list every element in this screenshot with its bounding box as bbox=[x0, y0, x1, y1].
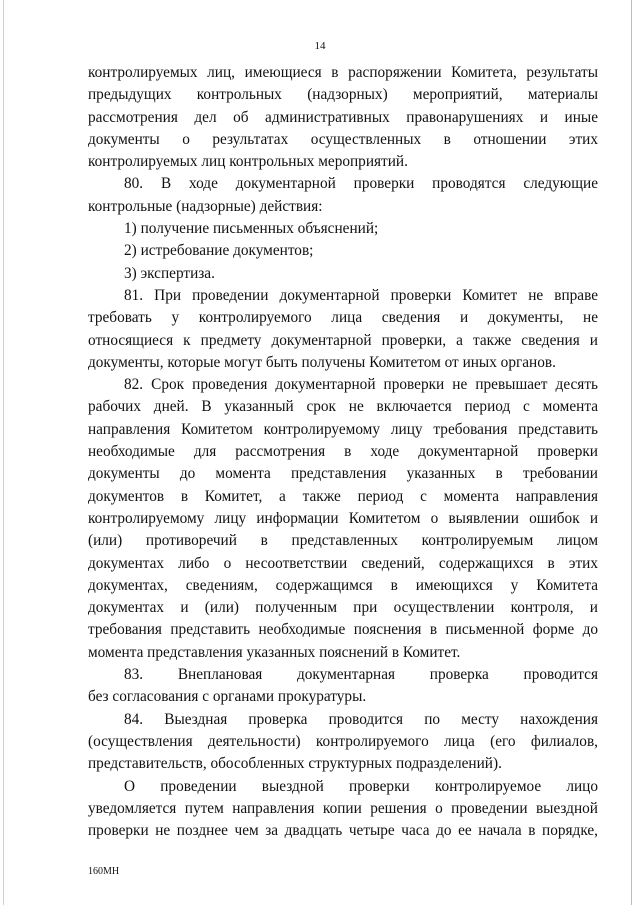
page-number: 14 bbox=[314, 40, 326, 52]
text-line: документах и (или) полученным при осуществлении контроля, и bbox=[88, 599, 598, 617]
text-line: рабочих дней. В указанный срок не включается период с момента bbox=[88, 398, 598, 416]
text-line: уведомляется путем направления копии решения о проведении выездной bbox=[88, 799, 598, 817]
text-line: требования представить необходимые пояснения в письменной форме до bbox=[88, 621, 598, 639]
text-line: проверки не позднее чем за двадцать четыре часа до ее начала в порядке, bbox=[88, 822, 598, 840]
text-line: необходимые для рассмотрения в ходе документарной проверки bbox=[88, 443, 598, 461]
text-line: документах либо о несоответствии сведений, содержащихся в этих bbox=[88, 554, 598, 572]
text-line: предыдущих контрольных (надзорных) мероприятий, материалы bbox=[88, 86, 598, 104]
text-line: 1) получение письменных объяснений; bbox=[124, 220, 379, 238]
document-body bbox=[88, 62, 598, 842]
text-line: документы, которые могут быть получены Комитетом от иных органов. bbox=[88, 353, 556, 371]
scan-edge-right bbox=[631, 0, 632, 905]
text-line: рассмотрения дел об административных правонарушениях и иные bbox=[88, 108, 598, 126]
text-line: 84. Выездная проверка проводится по месту нахождения bbox=[124, 710, 598, 728]
text-line: представительств, обособленных структурных подразделений). bbox=[88, 755, 502, 773]
text-line: (или) противоречий в представленных контролируемым лицом bbox=[88, 532, 598, 550]
text-line: направления Комитетом контролируемому лицу требования представить bbox=[88, 420, 598, 438]
text-line: 81. При проведении документарной проверки Комитет не вправе bbox=[124, 286, 598, 304]
text-line: требовать у контролируемого лица сведения и документы, не bbox=[88, 309, 598, 327]
text-line: контролируемому лицу информации Комитетом о выявлении ошибок и bbox=[88, 509, 598, 527]
text-line: без согласования с органами прокуратуры. bbox=[88, 688, 367, 706]
text-line: контрольные (надзорные) действия: bbox=[88, 197, 323, 215]
text-line: (осуществления деятельности) контролируемого лица (его филиалов, bbox=[88, 732, 598, 750]
text-line: 82. Срок проведения документарной проверки не превышает десять bbox=[124, 376, 598, 394]
text-line: 83. Внеплановая документарная проверка проводится bbox=[124, 666, 598, 684]
text-line: документах, сведениям, содержащимся в имеющихся у Комитета bbox=[88, 576, 598, 594]
text-line: контролируемых лиц контрольных мероприятий. bbox=[88, 153, 408, 171]
text-line: относящиеся к предмету документарной проверки, а также сведения и bbox=[88, 331, 598, 349]
text-line: 2) истребование документов; bbox=[124, 242, 314, 260]
text-line: документов в Комитет, а также период с момента направления bbox=[88, 487, 598, 505]
text-line: контролируемых лиц, имеющиеся в распоряжении Комитета, результаты bbox=[88, 64, 598, 81]
text-line: 80. В ходе документарной проверки проводятся следующие bbox=[124, 175, 598, 193]
text-line: документы о результатах осуществленных в отношении этих bbox=[88, 130, 598, 148]
text-line: документы до момента представления указанных в требовании bbox=[88, 465, 598, 483]
text-line: момента представления указанных пояснений в Комитет. bbox=[88, 643, 461, 661]
document-code: 160МН bbox=[88, 866, 120, 877]
scan-edge-left bbox=[3, 0, 4, 905]
text-line: О проведении выездной проверки контролируемое лицо bbox=[124, 777, 598, 795]
text-line: 3) экспертиза. bbox=[124, 264, 215, 282]
